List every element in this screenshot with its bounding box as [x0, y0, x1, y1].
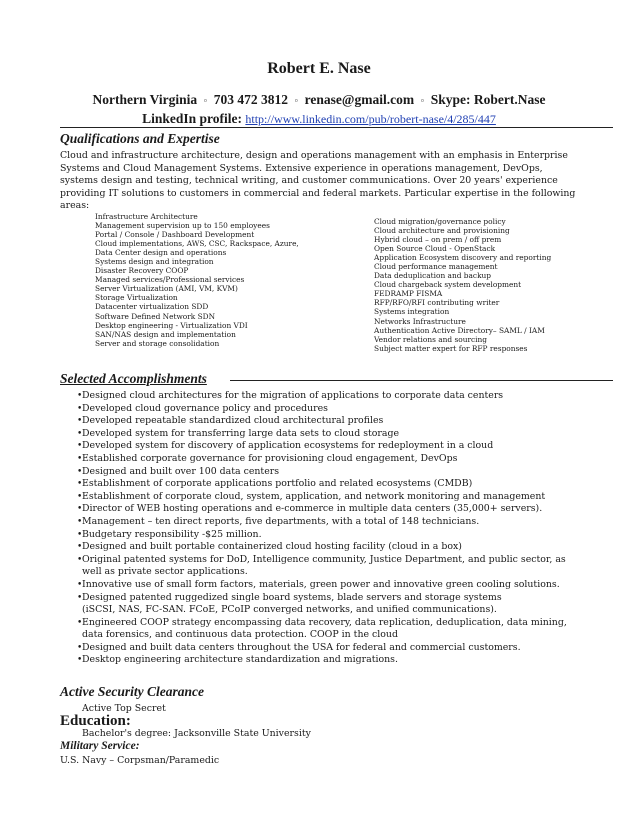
accomplishment-item	[60, 654, 620, 667]
expertise-item: Data deduplication and backup	[374, 271, 492, 281]
qualifications-summary: Cloud and infrastructure architecture, design and operations management with an emphasis in Enterprise Systems and Cloud Management Systems. Extensive experience in operations management, DevOps, systems design and testing, technical writing, and customer communications. Over 20 years' experience providing IT solutions to customers in commercial and federal markets. Particular expertise in the following areas:	[60, 150, 576, 212]
accomplishment-item	[60, 516, 620, 529]
expertise-item: Cloud migration/governance policy	[374, 217, 506, 226]
expertise-item: Application Ecosystem discovery and reporting	[374, 253, 552, 263]
expertise-item: Subject matter expert for RFP responses	[374, 343, 528, 353]
accomplishment-text: Establishment of corporate cloud, system, application, and network monitoring and management	[82, 490, 546, 502]
accomplishment-item	[60, 403, 620, 416]
bullet-icon: •	[77, 453, 83, 464]
bullet-icon: •	[77, 428, 83, 439]
accomplishment-text: Director of WEB hosting operations and e-commerce in multiple data centers (35,000+ servers).	[82, 503, 543, 515]
bullet-icon: •	[77, 504, 83, 515]
accomplishment-text: Establishment of corporate applications portfolio and related ecosystems (CMDB)	[82, 478, 473, 490]
accomplishment-item	[60, 579, 620, 592]
expertise-item: Open Source Cloud - OpenStack	[374, 244, 496, 254]
accomplishment-text: Designed patented ruggedized single board systems, blade servers and storage systems	[82, 591, 502, 603]
candidate-name: Robert E. Nase	[267, 60, 371, 77]
expertise-item: Networks Infrastructure	[374, 316, 466, 326]
linkedin-link[interactable]: http://www.linkedin.com/pub/robert-nase/4/285/447	[245, 112, 496, 126]
expertise-item: Disaster Recovery COOP	[95, 266, 189, 276]
bullet-icon: •	[77, 642, 83, 653]
expertise-item: Managed services/Professional services	[95, 275, 245, 285]
expertise-item: Hybrid cloud – on prem / off prem	[374, 235, 502, 245]
accomplishment-text: Original patented systems for DoD, Intelligence community, Justice Department, and public sector, as	[82, 553, 566, 565]
expertise-item: Software Defined Network SDN	[95, 311, 216, 321]
accomplishments-list	[60, 390, 620, 667]
expertise-left-column	[95, 212, 299, 348]
bullet-icon: •	[77, 554, 83, 565]
accomplishment-text: (iSCSI, NAS, FC-SAN. FCoE, PCoIP converged networks, and unified communications).	[82, 604, 497, 616]
separator-glyph: ◦	[294, 95, 299, 107]
accomplishment-text: Developed system for transferring large data sets to cloud storage	[82, 427, 400, 439]
expertise-item: Cloud implementations, AWS, CSC, Rackspace, Azure,	[95, 239, 299, 249]
location: Northern Virginia	[92, 92, 198, 107]
accomplishment-text: well as private sector applications.	[82, 566, 248, 578]
accomplishment-item	[60, 554, 620, 579]
expertise-item: Vendor relations and sourcing	[374, 334, 487, 344]
expertise-item: Datacenter virtualization SDD	[95, 302, 209, 312]
bullet-icon: •	[77, 592, 83, 603]
accomplishment-item	[60, 592, 620, 617]
bullet-icon: •	[77, 529, 83, 540]
accomplishment-item	[60, 415, 620, 428]
accomplishment-item	[60, 453, 620, 466]
accomplishment-text: Developed repeatable standardized cloud architectural profiles	[82, 415, 384, 427]
accomplishments-divider	[230, 380, 613, 381]
expertise-item: RFP/RFO/RFI contributing writer	[374, 298, 500, 308]
accomplishment-item	[60, 466, 620, 479]
bullet-icon: •	[77, 416, 83, 427]
accomplishment-text: Established corporate governance for provisioning cloud engagement, DevOps	[82, 452, 458, 464]
email: renase@gmail.com	[304, 92, 415, 107]
accomplishment-text: Designed and built over 100 data centers	[82, 465, 280, 477]
accomplishment-item	[60, 491, 620, 504]
accomplishment-item	[60, 642, 620, 655]
qualifications-heading: Qualifications and Expertise	[60, 131, 220, 146]
expertise-item: Infrastructure Architecture	[95, 212, 198, 221]
accomplishment-text: Innovative use of small form factors, materials, green power and innovative green cooling solutions.	[82, 578, 560, 590]
expertise-item: FEDRAMP FISMA	[374, 289, 443, 299]
accomplishment-item	[60, 428, 620, 441]
accomplishment-text: data forensics, and continuous data protection. COOP in the cloud	[82, 629, 398, 641]
expertise-item: Cloud performance management	[374, 262, 498, 272]
expertise-item: Cloud chargeback system development	[374, 280, 522, 290]
accomplishment-item	[60, 529, 620, 542]
phone: 703 472 3812	[213, 92, 289, 107]
separator-glyph: ◦	[203, 95, 208, 107]
accomplishment-item	[60, 390, 620, 403]
expertise-item: Authentication Active Directory– SAML / IAM	[374, 325, 545, 335]
accomplishment-text: Budgetary responsibility -$25 million.	[82, 528, 262, 540]
expertise-item: Management supervision up to 150 employees	[95, 221, 270, 231]
linkedin-line	[0, 110, 638, 128]
bullet-icon: •	[77, 479, 83, 490]
military-value: U.S. Navy – Corpsman/Paramedic	[60, 755, 220, 766]
accomplishment-item	[60, 478, 620, 491]
accomplishments-heading: Selected Accomplishments	[60, 371, 207, 386]
bullet-icon: •	[77, 491, 83, 502]
clearance-value: Active Top Secret	[82, 703, 166, 714]
bullet-icon: •	[77, 403, 83, 414]
expertise-item: Data Center design and operations	[95, 248, 227, 258]
contact-line	[0, 91, 638, 110]
skype: Skype: Robert.Nase	[430, 92, 546, 107]
accomplishment-item	[60, 541, 620, 554]
military-heading: Military Service:	[60, 740, 140, 752]
expertise-item: Portal / Console / Dashboard Development	[95, 230, 255, 240]
expertise-item: Storage Virtualization	[95, 293, 178, 303]
accomplishment-item	[60, 617, 620, 642]
expertise-item: Desktop engineering - Virtualization VDI	[95, 320, 248, 330]
education-heading: Education:	[60, 713, 131, 729]
expertise-item: Server Virtualization (AMI, VM, KVM)	[95, 284, 238, 294]
linkedin-label: LinkedIn profile:	[142, 111, 242, 126]
contact-block	[0, 91, 638, 128]
accomplishment-text: Developed system for discovery of application ecosystems for redeployment in a cloud	[82, 440, 494, 452]
bullet-icon: •	[77, 391, 83, 401]
accomplishment-item	[60, 440, 620, 453]
accomplishment-text: Designed cloud architectures for the migration of applications to corporate data centers	[82, 390, 504, 401]
separator-glyph: ◦	[420, 95, 425, 107]
bullet-icon: •	[77, 617, 83, 628]
bullet-icon: •	[77, 579, 83, 590]
bullet-icon: •	[77, 441, 83, 452]
expertise-item: Systems integration	[374, 307, 450, 317]
accomplishment-text: Designed and built portable containerized cloud hosting facility (cloud in a box)	[82, 541, 462, 553]
accomplishment-text: Management – ten direct reports, five departments, with a total of 148 technicians.	[82, 515, 480, 527]
header-divider	[60, 127, 613, 128]
accomplishment-text: Engineered COOP strategy encompassing data recovery, data replication, deduplication, data mining,	[82, 616, 567, 628]
accomplishment-text: Desktop engineering architecture standardization and migrations.	[82, 654, 398, 666]
accomplishment-item	[60, 503, 620, 516]
expertise-item: Server and storage consolidation	[95, 338, 220, 348]
expertise-item: Systems design and integration	[95, 257, 214, 267]
accomplishment-text: Designed and built data centers throughout the USA for federal and commercial customers.	[82, 641, 521, 653]
bullet-icon: •	[77, 466, 83, 477]
bullet-icon: •	[77, 655, 83, 666]
expertise-item: SAN/NAS design and implementation	[95, 329, 236, 339]
bullet-icon: •	[77, 542, 83, 553]
clearance-heading: Active Security Clearance	[60, 684, 204, 699]
expertise-right-column	[374, 217, 551, 353]
expertise-item: Cloud architecture and provisioning	[374, 226, 510, 236]
bullet-icon: •	[77, 516, 83, 527]
education-value: Bachelor's degree: Jacksonville State University	[82, 728, 311, 739]
accomplishment-text: Developed cloud governance policy and procedures	[82, 402, 328, 414]
